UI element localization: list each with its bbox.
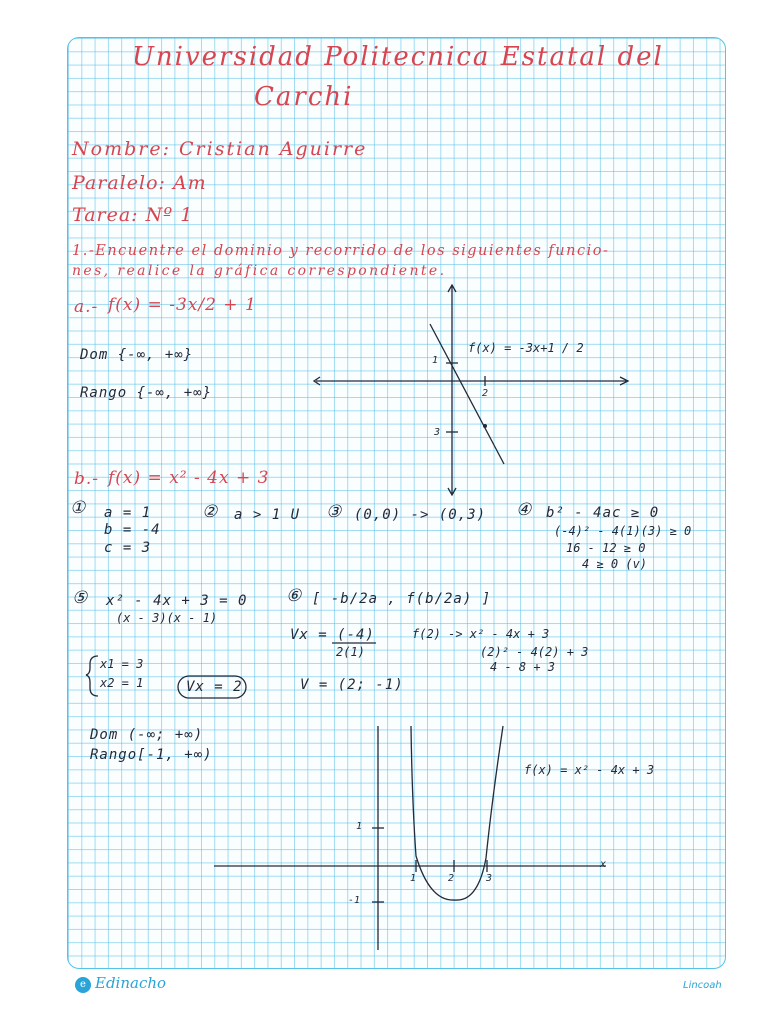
- step-6-number: ⑥: [286, 586, 303, 606]
- part-a-graph-label: f(x) = -3x+1 / 2: [468, 341, 584, 355]
- step-5-number: ⑤: [72, 588, 89, 608]
- section: Paralelo: Am: [72, 172, 207, 194]
- root-2: x2 = 1: [100, 676, 144, 690]
- step-1-c: c = 3: [104, 540, 152, 556]
- title-line-1: Universidad Politecnica Estatal del: [132, 42, 664, 72]
- title-line-2: Carchi: [254, 82, 354, 112]
- step-4-line-1: b² - 4ac ≥ 0: [546, 505, 660, 521]
- brand-left-icon: e: [75, 977, 91, 993]
- instructions-line-1: 1.-Encuentre el dominio y recorrido de los siguientes funcio-: [72, 243, 610, 259]
- fx-line-2: (2)² - 4(2) + 3: [480, 645, 589, 659]
- part-a-domain: Dom {-∞, +∞}: [80, 347, 194, 363]
- step-2-number: ②: [202, 502, 219, 522]
- part-a-range: Rango {-∞, +∞}: [80, 385, 213, 401]
- part-a-function: f(x) = -3x/2 + 1: [108, 295, 257, 315]
- part-b-x-axis-mark: x: [600, 859, 607, 870]
- part-b-range: Rango[-1, +∞): [90, 747, 213, 763]
- step-4-number: ④: [516, 500, 533, 520]
- vertex: V = (2; -1): [300, 677, 404, 693]
- student-name: Nombre: Cristian Aguirre: [72, 138, 368, 160]
- step-3-number: ③: [326, 502, 343, 522]
- root-1: x1 = 3: [100, 657, 144, 671]
- step-4-line-4: 4 ≥ 0 (v): [582, 557, 648, 571]
- step-5-line-2: (x - 3)(x - 1): [116, 611, 218, 625]
- step-1-b: b = -4: [104, 522, 161, 538]
- part-a-tick-label-y1: 1: [432, 355, 439, 366]
- instructions-line-2: nes, realice la gráfica correspondiente.: [72, 263, 447, 279]
- step-1-number: ①: [70, 498, 87, 518]
- step-4-line-2: (-4)² - 4(1)(3) ≥ 0: [554, 524, 692, 538]
- part-a-tick-label-y3: 3: [434, 427, 441, 438]
- vx-box: Vx = 2: [186, 679, 243, 695]
- step-3: (0,0) -> (0,3): [354, 507, 487, 523]
- part-b-graph-label: f(x) = x² - 4x + 3: [524, 763, 655, 777]
- step-2: a > 1 U: [234, 507, 301, 523]
- part-b-label: b.-: [74, 469, 100, 489]
- part-b-tick-label-x3: 3: [486, 873, 493, 884]
- fx-line-1: f(2) -> x² - 4x + 3: [412, 627, 550, 641]
- vx-numerator: Vx = (-4): [290, 627, 375, 643]
- part-a-label: a.-: [74, 297, 99, 317]
- brand-right-logo: Lincoah: [683, 980, 722, 991]
- fx-line-3: 4 - 8 + 3: [490, 660, 556, 674]
- part-b-domain: Dom (-∞; +∞): [90, 727, 204, 743]
- step-6-formula: [ -b/2a , f(b/2a) ]: [312, 591, 492, 607]
- part-b-tick-label-yneg1: -1: [348, 895, 361, 906]
- part-b-tick-label-y1: 1: [356, 821, 363, 832]
- part-a-tick-label-x2: 2: [482, 388, 489, 399]
- part-b-tick-label-x1: 1: [410, 873, 417, 884]
- part-b-function: f(x) = x² - 4x + 3: [108, 468, 270, 488]
- brand-left-logo: [75, 974, 166, 993]
- vx-denominator: 2(1): [336, 645, 365, 659]
- step-1-a: a = 1: [104, 505, 152, 521]
- step-5-line-1: x² - 4x + 3 = 0: [106, 593, 248, 609]
- step-4-line-3: 16 - 12 ≥ 0: [566, 541, 646, 555]
- task-number: Tarea: Nº 1: [72, 204, 194, 226]
- part-b-tick-label-x2: 2: [448, 873, 455, 884]
- brand-left-text: Edinacho: [95, 974, 167, 992]
